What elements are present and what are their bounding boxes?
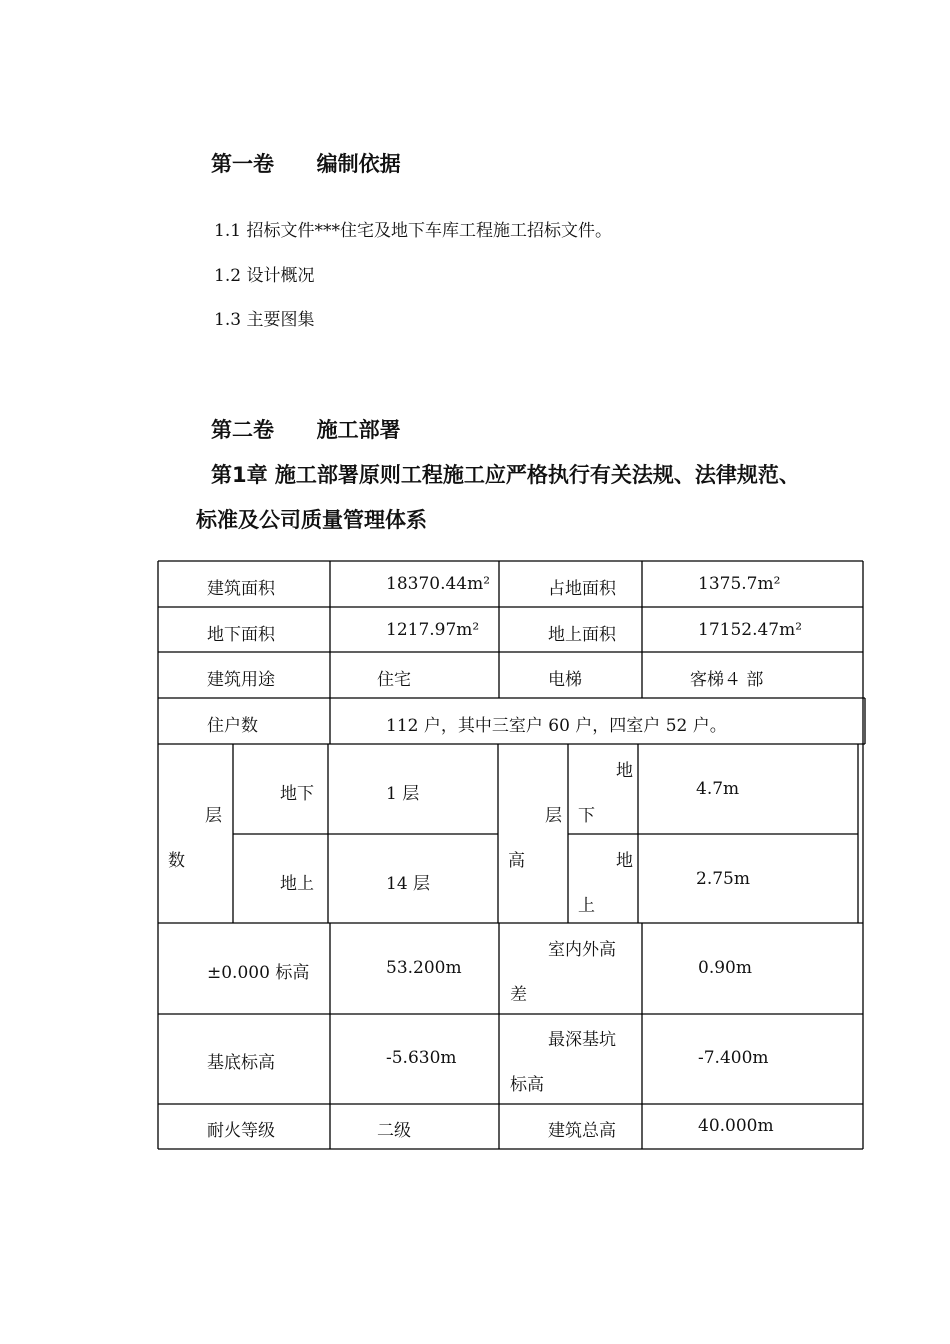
floors-above-label: 地上 (280, 874, 314, 894)
floors-under-value: 1 层 (386, 784, 420, 804)
total-height-label: 建筑总高 (548, 1121, 616, 1141)
aboveground-area-value: 17152.47m² (698, 620, 803, 640)
height-above-label-a: 地 (616, 851, 633, 871)
households-label: 住户数 (207, 716, 258, 736)
fire-rating-label: 耐火等级 (207, 1121, 275, 1141)
floors-above-value: 14 层 (386, 874, 431, 894)
zero-elevation-label: ±0.000 标高 (207, 963, 310, 983)
underground-area-value: 1217.97m² (386, 620, 480, 640)
height-under-value: 4.7m (696, 779, 740, 799)
deepest-pit-label-a: 最深基坑 (548, 1030, 616, 1050)
building-area-label: 建筑面积 (207, 579, 275, 599)
height-label-a: 层 (545, 806, 562, 826)
height-label-b: 高 (508, 851, 525, 871)
aboveground-area-label: 地上面积 (548, 625, 616, 645)
usage-label: 建筑用途 (207, 670, 275, 690)
land-area-label: 占地面积 (548, 579, 616, 599)
usage-value: 住宅 (377, 670, 411, 690)
volume2-number: 第二卷 (211, 418, 274, 442)
land-area-value: 1375.7m² (698, 574, 781, 594)
building-area-value: 18370.44m² (386, 574, 491, 594)
list-item: 1.1 招标文件***住宅及地下车库工程施工招标文件。 (214, 221, 612, 241)
list-item: 1.3 主要图集 (214, 310, 315, 330)
base-elevation-value: -5.630m (386, 1048, 457, 1068)
indoor-outdoor-value: 0.90m (698, 958, 752, 978)
chapter-heading-line1: 第1章 施工部署原则工程施工应严格执行有关法规、法律规范、 (211, 463, 800, 487)
floors-label-a: 层 (205, 806, 222, 826)
height-above-value: 2.75m (696, 869, 750, 889)
floors-under-label: 地下 (280, 784, 314, 804)
height-under-label-b: 下 (578, 806, 595, 826)
floors-label-b: 数 (168, 851, 185, 871)
underground-area-label: 地下面积 (207, 625, 275, 645)
list-item: 1.2 设计概况 (214, 266, 315, 286)
chapter-heading-line2: 标准及公司质量管理体系 (196, 508, 427, 532)
elevator-value: 客梯４ 部 (690, 670, 764, 690)
base-elevation-label: 基底标高 (207, 1053, 275, 1073)
height-under-label-a: 地 (616, 761, 633, 781)
households-value: 112 户，其中三室户 60 户，四室户 52 户。 (386, 716, 727, 736)
deepest-pit-value: -7.400m (698, 1048, 769, 1068)
indoor-outdoor-label-b: 差 (510, 985, 527, 1005)
volume2-title: 施工部署 (316, 418, 401, 442)
deepest-pit-label-b: 标高 (510, 1075, 544, 1095)
elevator-label: 电梯 (548, 670, 582, 690)
volume1-number: 第一卷 (211, 152, 274, 176)
volume1-title: 编制依据 (316, 152, 401, 176)
total-height-value: 40.000m (698, 1116, 774, 1136)
height-above-label-b: 上 (578, 896, 595, 916)
fire-rating-value: 二级 (377, 1121, 411, 1141)
zero-elevation-value: 53.200m (386, 958, 462, 978)
indoor-outdoor-label-a: 室内外高 (548, 940, 616, 960)
